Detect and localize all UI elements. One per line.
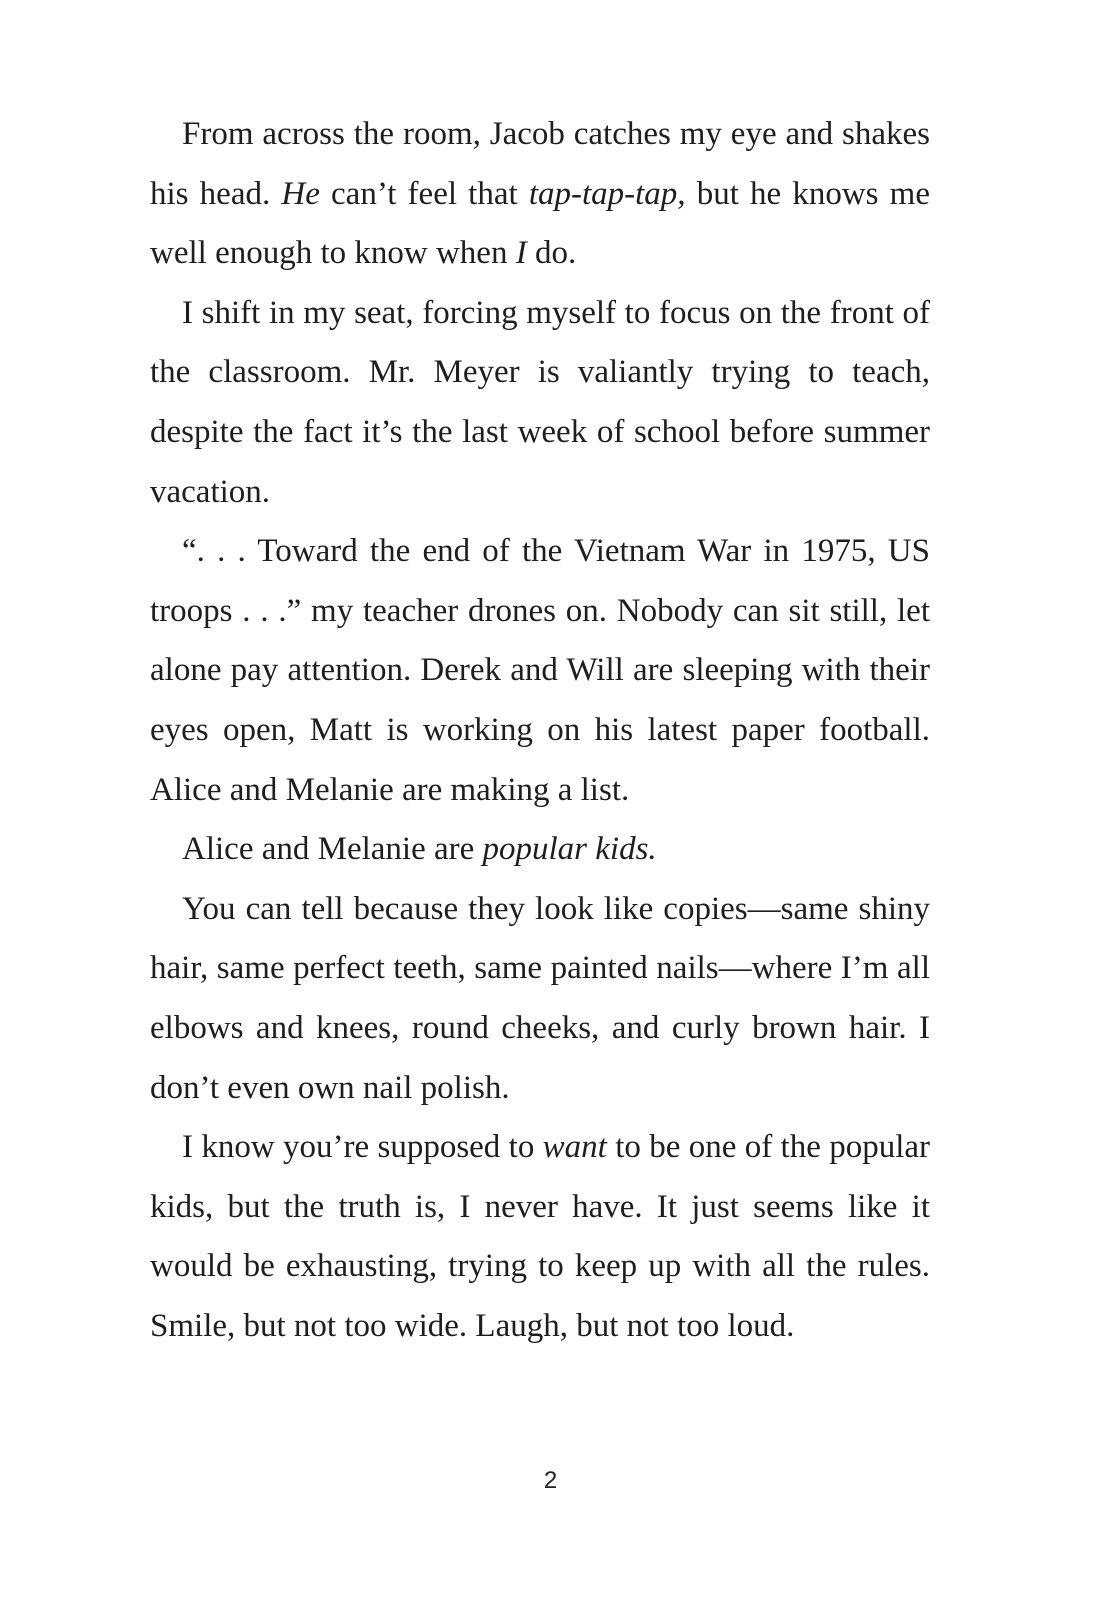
page-number: 2 <box>543 1467 558 1494</box>
text-segment: “. . . Toward the end of the Vietnam War in 1975, US troops . . .” my teacher drones on. Nobody can sit still, let alone pay attention. Derek and Will are sleeping with their eyes open, Matt is working on his latest paper football. Alice and Melanie are making a list. <box>150 533 930 808</box>
text-segment: but he knows me well enough to know when <box>150 175 930 272</box>
paragraph <box>150 1118 930 1356</box>
text-segment: to be one of the popular kids, but the truth is, I never have. It just seems like it would be exhausting, trying to keep up with all the rules. Smile, but not too wide. Laugh, but not too loud. <box>150 1129 930 1344</box>
paragraph <box>150 105 930 284</box>
italic-text-segment: He <box>281 175 320 212</box>
text-segment: I shift in my seat, forcing myself to focus on the front of the classroom. Mr. Meyer is valiantly trying to teach, despite the fact it’s the last week of school before summer vacation. <box>150 294 930 510</box>
text-segment: You can tell because they look like copies—same shiny hair, same perfect teeth, same painted nails—where I’m all elbows and knees, round cheeks, and curly brown hair. I don’t even own nail polish. <box>150 890 930 1106</box>
text-segment: can’t feel that <box>319 175 529 212</box>
text-segment: Alice and Melanie are <box>182 831 483 868</box>
text-segment: do. <box>526 235 577 272</box>
text-segment: I know you’re supposed to <box>182 1129 543 1166</box>
body-text <box>150 105 930 1356</box>
italic-text-segment: I <box>515 235 527 272</box>
italic-text-segment: popular kids. <box>482 831 657 868</box>
italic-text-segment: tap-tap-tap, <box>528 175 686 212</box>
text-segment: From across the room, Jacob catches my eye and shakes his head. <box>150 116 930 212</box>
paragraph <box>150 284 930 522</box>
paragraph <box>150 880 930 1118</box>
paragraph <box>150 522 930 820</box>
paragraph <box>150 820 930 880</box>
italic-text-segment: want <box>542 1129 607 1166</box>
